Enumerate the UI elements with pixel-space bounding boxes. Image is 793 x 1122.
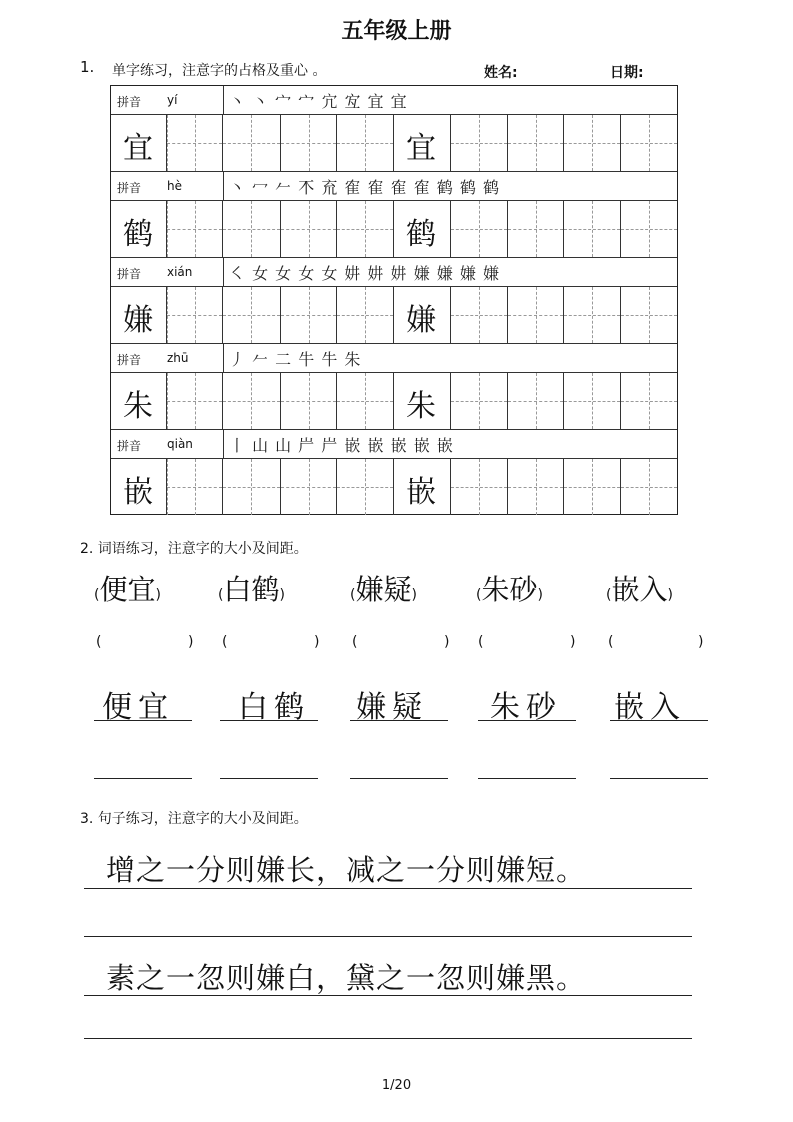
model-character: 嵌 [406,475,436,510]
sentence-1: 增之一分则嫌长，减之一分则嫌短。 [106,853,587,887]
model-character-cell [111,115,167,171]
pinyin-row [111,172,677,201]
character-row [111,201,677,258]
stroke-order: ㇛ 女 女 女 女 妌 妌 妌 嫌 嫌 嫌 嫌 [229,264,500,283]
practice-cell[interactable] [564,201,621,257]
practice-cell[interactable] [167,201,223,257]
word-line-2 [220,720,318,721]
practice-line-2[interactable] [220,778,318,779]
character-row [111,287,677,344]
sentence-practice-line-2[interactable] [84,1038,692,1039]
blank-paren-1-open: ( [96,634,102,650]
pinyin-divider [223,258,224,287]
sentence-line-1 [84,888,692,889]
blank-paren-2-open: ( [222,634,228,650]
section2-label: 2. 词语练习，注意字的大小及间距。 [80,541,308,557]
cell-guide-horizontal [621,315,677,316]
pinyin-value: qiàn [167,437,193,451]
cell-guide-horizontal [167,229,222,230]
practice-cell[interactable] [281,115,337,171]
character-row [111,373,677,430]
practice-cell[interactable] [337,201,394,257]
cell-guide-horizontal [223,315,280,316]
practice-cell[interactable] [451,459,508,515]
practice-cell[interactable] [621,373,677,429]
name-label: 姓名: [484,65,518,81]
practice-cell[interactable] [564,373,621,429]
cell-guide-horizontal [281,143,336,144]
cell-guide-horizontal [223,487,280,488]
word-line-4 [478,720,576,721]
pinyin-label: 拼音 [117,267,142,281]
underline-word-4: 朱砂 [490,690,562,725]
practice-cell[interactable] [508,459,564,515]
model-character: 鹤 [406,217,436,252]
practice-line-4[interactable] [478,778,576,779]
model-character: 朱 [123,389,153,424]
sentence-practice-line-1[interactable] [84,936,692,937]
paren-word-5: (嵌入) [606,573,673,606]
character-block [111,344,677,430]
paren-word-1: (便宜) [94,573,161,606]
cell-guide-horizontal [508,143,563,144]
model-character: 朱 [406,389,436,424]
blank-paren-5-close: ) [698,634,704,650]
underline-word-5: 嵌入 [614,690,686,725]
model-character: 嫌 [123,303,153,338]
blank-paren-4-open: ( [478,634,484,650]
blank-paren-1-close: ) [188,634,194,650]
paren-word-4: (朱砂) [476,573,543,606]
model-character-cell [394,115,451,171]
paren-word-2: (白鹤) [218,573,285,606]
cell-guide-horizontal [337,401,393,402]
pinyin-row [111,258,677,287]
model-character-cell [111,201,167,257]
practice-cell[interactable] [564,459,621,515]
pinyin-row [111,86,677,115]
character-row [111,459,677,516]
model-character-cell [394,287,451,343]
date-label: 日期: [610,65,644,81]
paren-word-3: (嫌疑) [350,573,417,606]
practice-cell[interactable] [508,287,564,343]
practice-cell[interactable] [281,287,337,343]
practice-cell[interactable] [337,287,394,343]
blank-paren-5-open: ( [608,634,614,650]
cell-guide-horizontal [281,229,336,230]
cell-guide-horizontal [167,315,222,316]
cell-guide-horizontal [564,315,620,316]
practice-cell[interactable] [621,459,677,515]
blank-paren-4-close: ) [570,634,576,650]
practice-line-3[interactable] [350,778,448,779]
cell-guide-horizontal [451,401,507,402]
cell-guide-horizontal [564,401,620,402]
practice-cell[interactable] [223,115,281,171]
pinyin-divider [223,86,224,115]
word-line-1 [94,720,192,721]
practice-cell[interactable] [508,201,564,257]
cell-guide-horizontal [508,401,563,402]
cell-guide-horizontal [508,229,563,230]
practice-cell[interactable] [167,287,223,343]
pinyin-divider [223,172,224,201]
cell-guide-horizontal [621,229,677,230]
model-character-cell [394,201,451,257]
practice-line-5[interactable] [610,778,708,779]
model-character: 嫌 [406,303,436,338]
practice-cell[interactable] [451,373,508,429]
character-block [111,86,677,172]
practice-cell[interactable] [621,201,677,257]
pinyin-value: zhū [167,351,189,365]
practice-cell[interactable] [223,373,281,429]
practice-cell[interactable] [564,287,621,343]
cell-guide-horizontal [337,315,393,316]
blank-paren-2-close: ) [314,634,320,650]
practice-cell[interactable] [337,115,394,171]
character-row [111,115,677,172]
model-character: 鹤 [123,217,153,252]
cell-guide-horizontal [223,229,280,230]
model-character-cell [111,373,167,429]
practice-cell[interactable] [337,373,394,429]
pinyin-label: 拼音 [117,439,142,453]
practice-line-1[interactable] [94,778,192,779]
cell-guide-horizontal [564,487,620,488]
page-title: 五年级上册 [341,19,452,44]
pinyin-label: 拼音 [117,181,142,195]
blank-paren-3-open: ( [352,634,358,650]
cell-guide-horizontal [451,229,507,230]
character-block [111,430,677,516]
model-character-cell [394,459,451,515]
model-character-cell [111,459,167,515]
practice-cell[interactable] [167,115,223,171]
model-character: 宜 [123,131,153,166]
cell-guide-horizontal [564,229,620,230]
cell-guide-horizontal [281,487,336,488]
underline-word-3: 嫌疑 [356,690,428,725]
practice-cell[interactable] [223,201,281,257]
cell-guide-horizontal [451,143,507,144]
section1-label: 单字练习，注意字的占格及重心 。 [112,63,327,79]
practice-cell[interactable] [281,459,337,515]
cell-guide-horizontal [621,487,677,488]
cell-guide-horizontal [223,143,280,144]
sentence-2: 素之一忽则嫌白，黛之一忽则嫌黑。 [106,961,587,995]
pinyin-divider [223,430,224,459]
pinyin-label: 拼音 [117,353,142,367]
page-number: 1/20 [381,1078,412,1093]
practice-cell[interactable] [564,115,621,171]
character-practice-grid [110,85,678,515]
word-line-3 [350,720,448,721]
blank-paren-3-close: ) [444,634,450,650]
cell-guide-horizontal [337,487,393,488]
practice-cell[interactable] [621,115,677,171]
practice-cell[interactable] [508,373,564,429]
cell-guide-horizontal [337,143,393,144]
section3-label: 3. 句子练习，注意字的大小及间距。 [80,811,308,827]
practice-cell[interactable] [223,287,281,343]
practice-cell[interactable] [451,201,508,257]
pinyin-value: yí [167,93,178,107]
practice-cell[interactable] [337,459,394,515]
model-character: 宜 [406,131,436,166]
stroke-order: 丿 𠂉 二 牛 牛 朱 [229,350,362,369]
practice-cell[interactable] [508,115,564,171]
pinyin-divider [223,344,224,373]
practice-cell[interactable] [621,287,677,343]
cell-guide-horizontal [621,143,677,144]
cell-guide-horizontal [281,315,336,316]
pinyin-value: hè [167,179,182,193]
pinyin-row [111,430,677,459]
stroke-order: 丨 山 山 屵 屵 嵌 嵌 嵌 嵌 嵌 [229,436,454,455]
model-character-cell [394,373,451,429]
cell-guide-horizontal [508,315,563,316]
practice-cell[interactable] [281,201,337,257]
practice-cell[interactable] [451,287,508,343]
cell-guide-horizontal [621,401,677,402]
cell-guide-horizontal [167,401,222,402]
word-line-5 [610,720,708,721]
stroke-order: 丶 冖 𠂉 𣎴 㐬 隺 隺 隺 隺 鹤 鹤 鹤 [229,178,500,197]
practice-cell[interactable] [451,115,508,171]
underline-word-2: 白鹤 [238,690,310,725]
model-character: 嵌 [123,475,153,510]
cell-guide-horizontal [451,315,507,316]
underline-word-1: 便宜 [102,690,174,725]
practice-cell[interactable] [167,459,223,515]
model-character-cell [111,287,167,343]
character-block [111,258,677,344]
cell-guide-horizontal [167,487,222,488]
practice-cell[interactable] [281,373,337,429]
pinyin-value: xián [167,265,193,279]
pinyin-row [111,344,677,373]
sentence-line-2 [84,995,692,996]
cell-guide-horizontal [281,401,336,402]
cell-guide-horizontal [508,487,563,488]
cell-guide-horizontal [167,143,222,144]
practice-cell[interactable] [167,373,223,429]
section1-number: 1. [80,58,95,76]
cell-guide-horizontal [337,229,393,230]
cell-guide-horizontal [564,143,620,144]
pinyin-label: 拼音 [117,95,142,109]
stroke-order: 丶 丶 宀 宀 宂 宐 宜 宜 [229,92,408,111]
cell-guide-horizontal [223,401,280,402]
cell-guide-horizontal [451,487,507,488]
character-block [111,172,677,258]
practice-cell[interactable] [223,459,281,515]
